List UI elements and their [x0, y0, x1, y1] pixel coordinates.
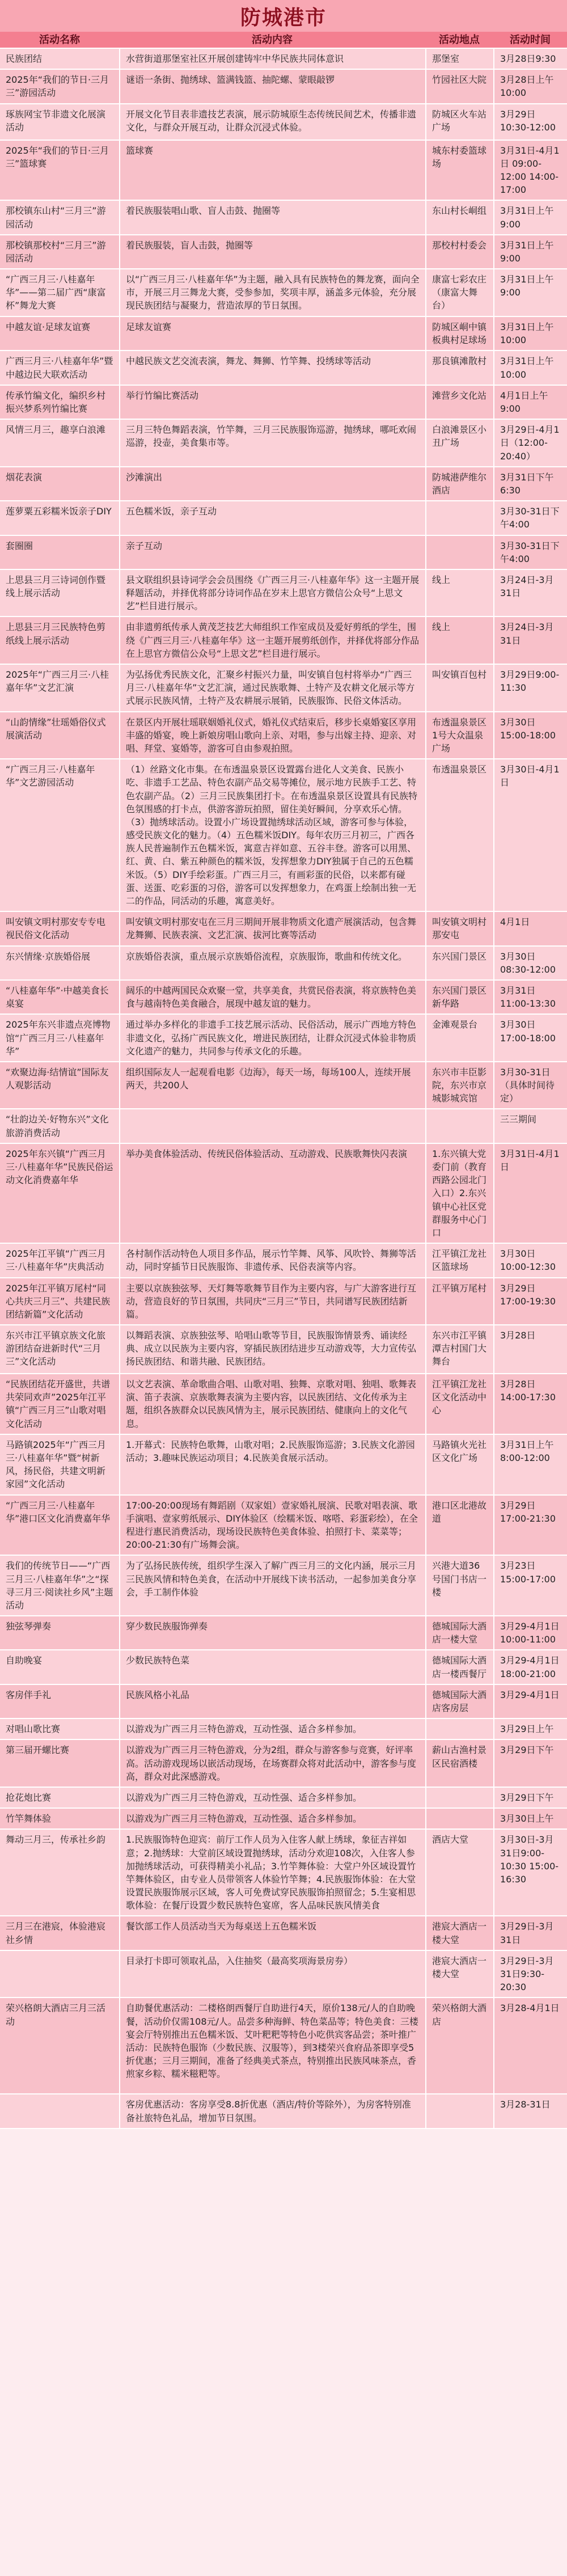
- activity-name-cell: 荣兴格朗大酒店三月三活动: [6, 2003, 106, 2027]
- activity-time-cell: 4月1日: [493, 912, 567, 945]
- activity-time-cell: 3月28日上午10:00: [493, 70, 567, 103]
- activity-place-cell: 叫安镇文明村那安屯: [425, 912, 493, 945]
- activity-content-cell: 为弘扬优秀民族文化，汇聚乡村振兴力量，叫安镇自包村将举办“广西三月三·八桂嘉年华”文艺汇演，通过民族歌舞、土特产及农耕文化展示等方式展示民族风情，土特产及农耕展示展销，民族服饰、民俗文体活动。: [119, 665, 425, 711]
- activity-name-cell: 传承竹编文化，编织乡村振兴梦系列竹编比赛: [6, 390, 106, 414]
- header-activity-content: 活动内容: [252, 34, 293, 46]
- activity-time-cell: 3月29日-4月1日（12:00-20:40）: [493, 420, 567, 466]
- activity-content-cell: 组织国际友人一起观看电影《边海》，每天一场，每场100人，连续开展两天，共200人: [119, 1062, 425, 1109]
- activity-name-cell: “广西三月三·八桂嘉年华”文艺游园活动: [6, 764, 95, 788]
- activity-content-cell: 为了弘扬民族传统，组织学生深入了解广西三月三的文化内涵，展示三月三民族风情和特色美食，在活动中开展线下读书活动，一起参加美食分享会，手工制作体验: [119, 1556, 425, 1615]
- activity-content-cell: 三月三特色舞蹈表演，竹竿舞，三月三民族服饰巡游，抛绣球，哪吒欢闹巡游，投壶，美食集市等。: [119, 420, 425, 466]
- activity-place-cell: 港宸大酒店一楼大堂: [425, 1916, 493, 1949]
- table-row: [0, 665, 567, 712]
- activity-name-cell: 第三届开螺比赛: [6, 1745, 70, 1756]
- table-row: [0, 1015, 567, 1062]
- activity-place-cell: 那良镇滩散村: [425, 351, 493, 384]
- activity-time-cell: 3月29日17:00-21:30: [493, 1496, 567, 1555]
- activity-time-cell: 3月29-4月1日10:00-11:00: [493, 1616, 567, 1649]
- activity-place-cell: 江平镇江龙社区篮球场: [425, 1244, 493, 1277]
- header-activity-place: 活动地点: [439, 34, 480, 46]
- activity-time-cell: 3月30日10:00-12:30: [493, 1244, 567, 1277]
- table-row: [0, 70, 567, 104]
- activity-place-cell: 德城国际大酒店一楼西餐厅: [425, 1650, 493, 1683]
- activity-place-cell: 东兴市江平镇潭吉村国门大舞台: [425, 1325, 493, 1373]
- table-row: [0, 1109, 567, 1143]
- activity-place-cell: 马路镇火光社区文化广场: [425, 1435, 493, 1494]
- table-row: [0, 1685, 567, 1719]
- activity-name-cell: 烟花表演: [6, 471, 43, 483]
- table-row: [0, 1916, 567, 1950]
- activity-name-cell: 2025年东兴非遗点亮博物馆“广西三月三·八桂嘉年华”: [6, 1019, 111, 1057]
- table-row: [0, 201, 567, 235]
- activity-time-cell: 3月28日14:00-17:30: [493, 1374, 567, 1434]
- activity-content-cell: 举行竹编比赛活动: [119, 386, 425, 419]
- activity-name-cell: 2025年“我们的节日·三月三”游园活动: [6, 74, 109, 99]
- activity-time-cell: 3月31日上午9:00: [493, 269, 567, 316]
- activity-place-cell: [425, 501, 493, 534]
- activity-place-cell: 东兴市丰臣影院，东兴市京城影城宾馆: [425, 1062, 493, 1109]
- activity-name-cell: [0, 1951, 119, 1998]
- activity-name-cell: 舞动三月三，传承社乡韵: [6, 1834, 106, 1846]
- activity-time-cell: 3月31日11:00-13:30: [493, 981, 567, 1013]
- activity-name-cell: 2025年江平镇万尾村“同心共庆三月三”、共建民族团结新篇”文化活动: [6, 1282, 111, 1320]
- activity-content-cell: 餐饮部工作人员活动当天为每桌送上五色糯米饭: [119, 1916, 425, 1949]
- activity-time-cell: 4月1日上午9:00: [493, 386, 567, 419]
- activity-place-cell: 防城港萨维尔酒店: [425, 467, 493, 500]
- activity-content-cell: 沙滩演出: [119, 467, 425, 500]
- table-row: [0, 1278, 567, 1326]
- header-activity-time: 活动时间: [510, 34, 551, 46]
- activity-name-cell: 民族团结: [6, 53, 43, 64]
- activity-content-cell: 民族风格小礼品: [119, 1685, 425, 1718]
- activity-time-cell: 3月30日08:30-12:00: [493, 947, 567, 979]
- activity-place-cell: 江平镇江龙社区文化活动中心: [425, 1374, 493, 1434]
- activity-content-cell: 五色糯米饭，亲子互动: [119, 501, 425, 534]
- activity-content-cell: 穿少数民族服饰弹奏: [119, 1616, 425, 1649]
- activity-content-cell: 足球友谊赛: [119, 317, 425, 350]
- activity-name-cell: 那校镇那校村“三月三”游园活动: [6, 239, 106, 264]
- activity-time-cell: 3月28日: [493, 1325, 567, 1373]
- activity-place-cell: [425, 1719, 493, 1739]
- activity-place-cell: 薪山古渔村景区民宿酒楼: [425, 1740, 493, 1787]
- activity-place-cell: [425, 1788, 493, 1808]
- activity-place-cell: 防城区火车站广场: [425, 104, 493, 140]
- activity-name-cell: “广西三月三·八桂嘉年华”——第二届广西“康富杯”舞龙大赛: [6, 274, 106, 311]
- activity-name-cell: 2025年江平镇“广西三月三·八桂嘉年华”庆典活动: [6, 1248, 107, 1273]
- activity-place-cell: 白浪滩景区小丑广场: [425, 420, 493, 466]
- activity-content-cell: 叫安镇文明村那安屯在三月三期间开展非物质文化遗产展演活动，包含舞龙舞狮、民族表演、文艺汇演、拔河比赛等活动: [119, 912, 425, 945]
- activity-place-cell: [425, 2094, 493, 2127]
- table-row: [0, 536, 567, 570]
- activity-place-cell: 德城国际大酒店客房层: [425, 1685, 493, 1718]
- activity-name-cell: 竹竿舞体验: [6, 1813, 52, 1825]
- activity-place-cell: 港宸大酒店一楼大堂: [425, 1951, 493, 1998]
- activity-content-cell: 客房优惠活动：客房享受8.8折优惠（酒店/特价等除外），为房客特别准备社旅特色礼品，增加节日氛围。: [119, 2094, 425, 2127]
- activity-name-cell: 东兴市江平镇京族文化旅游团结奋进新时代“三月三”文化活动: [6, 1330, 106, 1367]
- activity-content-cell: 由非遗剪纸传承人黄茂芝技艺大师组织工作室成员及爱好剪纸的学生，围绕《广西三月三·八桂嘉年华》这一主题开展剪纸创作，并择优将部分作品在上思官方微信公众号“上思文艺”栏目进行展示。: [119, 617, 425, 664]
- page-title: 防城港市: [0, 0, 567, 32]
- activity-content-cell: 少数民族特色菜: [119, 1650, 425, 1683]
- activity-time-cell: 3月28-4月1日: [493, 1998, 567, 2093]
- activity-place-cell: 线上: [425, 617, 493, 664]
- activity-place-cell: 东山村长峒组: [425, 201, 493, 234]
- activity-place-cell: 滩营乡文化站: [425, 386, 493, 419]
- activity-time-cell: 3月23日15:00-17:00: [493, 1556, 567, 1615]
- table-row: [0, 1556, 567, 1616]
- activity-name-cell: “民族团结花开盛世，共谱共荣同欢声”2025年江平镇“广西三月三”山歌对唱文化活动: [6, 1379, 111, 1429]
- activity-content-cell: 各村制作活动特色人项目多作品，展示竹竿舞、风筝、风吹铃、舞狮等活动，同时穿插节日民族服饰、非遗传承、民俗表演等内容。: [119, 1244, 425, 1277]
- activity-name-cell: [0, 2094, 119, 2127]
- table-row: [0, 1144, 567, 1244]
- activity-content-cell: 以游戏为广西三月三特色游戏，互动性强、适合多样参加。: [119, 1809, 425, 1828]
- activity-time-cell: 3月31日上午10:00: [493, 351, 567, 384]
- table-row: [0, 141, 567, 201]
- activity-time-cell: 3月31日上午8:00-12:00: [493, 1435, 567, 1494]
- activity-content-cell: 在景区内开展壮瑶联姻婚礼仪式，婚礼仪式结束后，移步长桌婚宴区享用丰盛的婚宴，晚上新娘房唱山歌向上亲、对唱，参与出嫁主持、迎亲、对唱、拜堂、宴婚等，游客可自由参观拍照。: [119, 712, 425, 759]
- activity-time-cell: 三三期间: [493, 1109, 567, 1142]
- activity-content-cell: 阔乐的中越两国民众欢聚一堂，共享美食，共赏民俗表演，将京族特色美食与越南特色美食融合，展现中越友谊的魅力。: [119, 981, 425, 1013]
- activity-name-cell: 套圈圈: [6, 540, 33, 551]
- table-row: [0, 1616, 567, 1650]
- table-row: [0, 1788, 567, 1809]
- table-row: [0, 1325, 567, 1374]
- activity-time-cell: 3月31日上午9:00: [493, 235, 567, 268]
- activity-time-cell: 3月29日9:00-11:30: [493, 665, 567, 711]
- activity-name-cell: “壮韵边关·好物东兴”文化旅游消费活动: [6, 1114, 109, 1138]
- activity-time-cell: 3月30-31日（具体时间待定）: [493, 1062, 567, 1109]
- activity-place-cell: 荣兴格朗大酒店: [425, 1998, 493, 2093]
- activity-time-cell: 3月29日10:30-12:00: [493, 104, 567, 140]
- table-row: [0, 104, 567, 141]
- table-row: [0, 386, 567, 420]
- activity-time-cell: 3月30-31日下午4:00: [493, 536, 567, 569]
- activity-content-cell: 1.开幕式：民族特色歌舞，山歌对唱；2.民族服饰巡游；3.民族文化游园活动；3.趣味民族运动项目；4.民族美食展示活动。: [119, 1435, 425, 1494]
- table-row: [0, 235, 567, 269]
- activity-name-cell: 自助晚宴: [6, 1655, 43, 1666]
- activity-time-cell: 3月29日下午: [493, 1740, 567, 1787]
- activity-content-cell: 自助餐优惠活动：二楼格朗西餐厅自助进行4天，原价138元/人的自助晚餐，活动价仅需108元/人。品尝多种海鲜、特色菜品等；特色美食：三楼宴会厅特别推出五色糯米饭、艾叶粑粑等特色小吃供宾客品尝；茶叶推广活动：民族特色服饰（少数民族、汉服等），到3楼荣兴食府品茶即享受5折优惠；三月三期间，准备了经典美式茶点，特别推出民族风味茶点，香煎家乡粽、糯米糍粑等。: [119, 1998, 425, 2093]
- activity-content-cell: 以舞蹈表演、京族独弦琴、哈唱山歌等节目，民族服饰情景秀、诵读经典、成立以民族为主要内容，穿插民族团结进步互动游戏等，大力宣传弘扬民族团结、和谐共融、民族团结。: [119, 1325, 425, 1373]
- activity-content-cell: 中越民族文艺交流表演，舞龙、舞狮、竹竿舞、投绣球等活动: [119, 351, 425, 384]
- activity-name-cell: 2025年“我们的节日·三月三”篮球赛: [6, 145, 109, 169]
- activity-time-cell: 3月31日上午10:00: [493, 317, 567, 350]
- activity-content-cell: 17:00-20:00现场有舞蹈剧（双家姐）壹家婚礼展演、民歌对唱表演、歌手演唱、壹家剪纸展示、DIY体验区（绘糯米饭、喀嗒、彩蛋彩绘），在全程进行惠民消费活动，现场设民族特色美食体验、拍照打卡、菜菜等；20:00-21:30有广场舞会演。: [119, 1496, 425, 1555]
- activity-content-cell: 以文艺表演、革命歌曲合唱、山歌对唱、独舞、京歌对唱、独唱、歌舞表演、笛子表演、京族歌舞表演为主要内容，以民族团结、文化传承为主题，组织各族群众以民族风情为主，展示民族团结、健康向上的文化气息。: [119, 1374, 425, 1434]
- activity-name-cell: 对唱山歌比赛: [6, 1724, 61, 1735]
- activity-place-cell: 康富七彩农庄（康富大舞台）: [425, 269, 493, 316]
- activity-name-cell: 那校镇东山村“三月三”游园活动: [6, 205, 106, 230]
- activity-place-cell: 那堡室: [425, 49, 493, 69]
- table-row: [0, 1374, 567, 1435]
- activity-place-cell: 那校村村委会: [425, 235, 493, 268]
- table-row: [0, 1998, 567, 2094]
- activity-content-cell: 通过举办多样化的非遗手工技艺展示活动、民俗活动，展示广西地方特色非遗文化，弘扬广西民族文化，增进民族团结，让群众沉浸式体验非物质文化遗产的魅力，共同参与传承文化的乐趣。: [119, 1015, 425, 1061]
- activity-name-cell: 广西三月三·八桂嘉年华”暨中越边民大联欢活动: [6, 356, 113, 380]
- activity-time-cell: 3月31日下午6:30: [493, 467, 567, 500]
- activity-content-cell: 以游戏为广西三月三特色游戏，分为2组，群众与游客参与竞赛，好评率高。活动游戏现场以嵌活动现场，在场赛群众将对此活动中，游客参与度高，群众对此深感游戏。: [119, 1740, 425, 1787]
- activity-time-cell: 3月30日-3月31日9:00-10:30 15:00-16:30: [493, 1830, 567, 1915]
- activity-content-cell: 目录打卡即可领取礼品，入住抽奖（最高奖项海景房券）: [119, 1951, 425, 1998]
- table-row: [0, 1435, 567, 1496]
- activity-name-cell: 独弦琴弹奏: [6, 1621, 52, 1632]
- activity-time-cell: 3月30日17:00-18:00: [493, 1015, 567, 1061]
- activity-name-cell: 上思县三月三民族特色剪纸线上展示活动: [6, 622, 106, 646]
- activity-content-cell: 着民族服装，盲人击鼓，抛圈等: [119, 235, 425, 268]
- table-row: [0, 1062, 567, 1110]
- activity-time-cell: 3月29-4月1日: [493, 1685, 567, 1718]
- activity-content-cell: [119, 1109, 425, 1142]
- activity-name-cell: “山韵情缘”壮瑶婚俗仪式展演活动: [6, 716, 106, 741]
- activity-content-cell: 举办美食体验活动、传统民俗体验活动、互动游戏、民族歌舞快闪表演: [119, 1144, 425, 1243]
- activity-time-cell: 3月28日9:30: [493, 49, 567, 69]
- activity-place-cell: 竹园社区大院: [425, 70, 493, 103]
- table-row: [0, 1951, 567, 1999]
- activity-place-cell: 金滩观景台: [425, 1015, 493, 1061]
- activity-name-cell: 琢族网宝节非遗文化展演活动: [6, 108, 106, 133]
- activity-place-cell: [425, 536, 493, 569]
- activity-content-cell: 1.民族服饰特色迎宾：前厅工作人员为入住客人献上绣球，象征吉祥如意；2.抛绣球：大堂前区域设置抛绣球，活动分欢迎108次，入住客人参加抛绣球活动，可获得精美小礼品；3.竹竿舞体验：大堂户外区域设置竹竿舞体验区，由专业人员带领客人体验竹竿舞；4.民族服饰体验：在大堂设置民族服饰展示区域，客人可免费试穿民族服饰拍照留念；5.生宴相思歌体验：在餐厅设置少数民族特色宴席，客人品味民族风情美食: [119, 1830, 425, 1915]
- activity-name-cell: 客房伴手礼: [6, 1689, 52, 1700]
- activity-name-cell: 抢花炮比赛: [6, 1792, 52, 1803]
- table-row: [0, 1740, 567, 1788]
- activity-name-cell: 东兴情缘·京族婚俗展: [6, 951, 91, 962]
- table-row: [0, 49, 567, 70]
- activity-time-cell: 3月30日15:00-18:00: [493, 712, 567, 759]
- activity-content-cell: 县文联组织县诗词学会会员围绕《广西三月三·八桂嘉年华》这一主题开展释题活动，并择优将部分诗词作品在岁末上思官方微信公众号“上思文艺”栏目进行展示。: [119, 570, 425, 616]
- activity-content-cell: 以游戏为广西三月三特色游戏，互动性强、适合多样参加。: [119, 1788, 425, 1808]
- table-row: [0, 2094, 567, 2129]
- activity-place-cell: 酒店大堂: [425, 1830, 493, 1915]
- table-row: [0, 570, 567, 618]
- activity-time-cell: 3月29日上午: [493, 1719, 567, 1739]
- activity-name-cell: 莲萝粟五彩糯米饭亲子DIY: [6, 506, 112, 517]
- activity-time-cell: 3月30日-4月1日: [493, 759, 567, 911]
- activity-name-cell: 中越友谊·足球友谊赛: [6, 322, 91, 333]
- activity-time-cell: 3月29日-3月31日9:30-20:30: [493, 1951, 567, 1998]
- table-row: [0, 1650, 567, 1684]
- activity-content-cell: 谜语一条街、抛绣球、篮满钱篮、抽陀螺、蒙眼敲锣: [119, 70, 425, 103]
- activity-name-cell: “广西三月三·八桂嘉年华”港口区文化消费嘉年华: [6, 1500, 111, 1524]
- activity-place-cell: 线上: [425, 570, 493, 616]
- activity-place-cell: 德城国际大酒店一楼大堂: [425, 1616, 493, 1649]
- activity-place-cell: 叫安镇百包村: [425, 665, 493, 711]
- table-row: [0, 912, 567, 946]
- activity-place-cell: 防城区峒中镇板典村足球场: [425, 317, 493, 350]
- activity-place-cell: [425, 1109, 493, 1142]
- activity-place-cell: 港口区北港故道: [425, 1496, 493, 1555]
- activity-content-cell: （1）丝路文化市集。在布透温泉景区设置露台进化人文美食、民族小吃、非遗手工艺品、特色农副产品交易等摊位，展示地方民族手工艺、特色农副产品。（2）三月三民族集团打卡。在布透温泉景区设置具有民族特色氛围感的打卡点，供游客游玩拍照，留住美好瞬间，分享欢乐心情。（3）抛绣球活动。设置小广场设置抛绣球活动区域，游客可参与体验，感受民族文化的魅力。（4）五色糯米饭DIY。每年农历三月初三，广西各族人民普遍制作五色糯米饭，寓意吉祥如意、五谷丰登。游客可以用黑、红、黄、白、紫五种颜色的糯米饭，发挥想象力DIY独属于自己的五色糯米饭。（5）DIY手绘彩蛋。广西三月三，有画彩蛋的民俗，以来都有碰蛋、送蛋、吃彩蛋的习俗，游客可以发挥想象力，在鸡蛋上绘制出独一无二的作品，同活动的乐趣，寓意美好。: [119, 759, 425, 911]
- activity-place-cell: 布透温泉景区: [425, 759, 493, 911]
- table-row: [0, 947, 567, 981]
- activity-name-cell: 2025年东兴镇“广西三月三·八桂嘉年华”民族民俗运动文化消费嘉年华: [6, 1148, 113, 1186]
- activity-name-cell: 2025年“广西三月三·八桂嘉年华”文艺汇演: [6, 669, 109, 694]
- activity-time-cell: 3月31日-4月1日 09:00-12:00 14:00-17:00: [493, 141, 567, 200]
- activity-place-cell: [425, 1809, 493, 1828]
- activity-place-cell: 城东村委篮球场: [425, 141, 493, 200]
- activity-time-cell: 3月30日上午: [493, 1809, 567, 1828]
- table-row: [0, 1809, 567, 1830]
- activity-time-cell: 3月24日-3月31日: [493, 570, 567, 616]
- table-row: [0, 467, 567, 501]
- table-row: [0, 759, 567, 912]
- table-row: [0, 420, 567, 467]
- activity-place-cell: 1.东兴镇大党委门前（教育西路公园北门入口）2.东兴镇中心社区党群服务中心门口: [425, 1144, 493, 1243]
- activity-name-cell: 马路镇2025年“广西三月三·八桂嘉年华”暨“树新风，扬民俗，共建文明新家园”文化活动: [6, 1439, 107, 1490]
- activity-place-cell: 布透温泉景区1号大众温泉广场: [425, 712, 493, 759]
- activity-time-cell: 3月29日-3月31日: [493, 1916, 567, 1949]
- activity-time-cell: 3月24日-3月31日: [493, 617, 567, 664]
- table-row: [0, 981, 567, 1015]
- activity-name-cell: 叫安镇文明村那安专专电视民俗文化活动: [6, 917, 106, 941]
- activity-time-cell: 3月29日17:00-19:30: [493, 1278, 567, 1325]
- table-row: [0, 1496, 567, 1556]
- activity-time-cell: 3月28-31日: [493, 2094, 567, 2127]
- activity-time-cell: 3月29日下午: [493, 1788, 567, 1808]
- activity-name-cell: 上思县三月三诗词创作暨线上展示活动: [6, 574, 106, 599]
- activity-name-cell: “八桂嘉年华”·中越美食长桌宴: [6, 985, 109, 1010]
- table-row: [0, 351, 567, 385]
- activity-content-cell: 主要以京族独弦琴、天灯舞等歌舞节目作为主要内容，与广大游客进行互动，营造良好的节日氛围，共同庆“三月三”节日，共同谱写民族团结新篇。: [119, 1278, 425, 1325]
- activity-content-cell: 着民族服装唱山歌、盲人击鼓、抛圈等: [119, 201, 425, 234]
- activity-place-cell: 东兴国门景区: [425, 947, 493, 979]
- activity-content-cell: 水营街道那堡室社区开展创建铸牢中华民族共同体意识: [119, 49, 425, 69]
- activity-content-cell: 篮球赛: [119, 141, 425, 200]
- activity-time-cell: 3月29-4月1日18:00-21:00: [493, 1650, 567, 1683]
- table-row: [0, 1830, 567, 1916]
- table-row: [0, 712, 567, 760]
- bottom-spacer: [0, 2129, 567, 2203]
- table-header: [0, 32, 567, 49]
- table-row: [0, 269, 567, 317]
- activity-content-cell: 亲子互动: [119, 536, 425, 569]
- table-row: [0, 317, 567, 351]
- activity-time-cell: 3月31日-4月1日: [493, 1144, 567, 1243]
- activity-content-cell: 以“广西三月三·八桂嘉年华”为主题，融入具有民族特色的舞龙赛，面向全市，开展三月三舞龙大赛，受参参加，奖项丰厚，涵盖多元体验，充分展现民族团结与凝聚力，营造浓厚的节日氛围。: [119, 269, 425, 316]
- header-activity-name: 活动名称: [39, 34, 80, 46]
- activity-place-cell: 江平镇万尾村: [425, 1278, 493, 1325]
- table-body: [0, 49, 567, 2129]
- table-row: [0, 1719, 567, 1740]
- activity-time-cell: 3月30-31日下午4:00: [493, 501, 567, 534]
- activity-name-cell: 风情三月三，趣享白浪滩: [6, 424, 106, 436]
- activity-name-cell: “欢聚边海·结情谊”国际友人观影活动: [6, 1066, 109, 1091]
- activity-content-cell: 开展文化节目表非遗技艺表演，展示防城原生态传统民间艺术，传播非遗文化，与群众开展互动，让群众沉浸式体验。: [119, 104, 425, 140]
- activity-content-cell: 京族婚俗表演，重点展示京族婚俗流程，京族服饰，歌曲和传统文化。: [119, 947, 425, 979]
- activity-name-cell: 我们的传统节日——“广西三月三·八桂嘉年华”之“探寻三月三·阅读社乡风”主题活动: [6, 1560, 113, 1611]
- table-row: [0, 617, 567, 665]
- activity-content-cell: 以游戏为广西三月三特色游戏，互动性强、适合多样参加。: [119, 1719, 425, 1739]
- table-row: [0, 501, 567, 535]
- activity-place-cell: 东兴国门景区新华路: [425, 981, 493, 1013]
- activity-name-cell: 三月三在港宸，体验港宸社乡情: [6, 1921, 106, 1945]
- activity-time-cell: 3月31日上午9:00: [493, 201, 567, 234]
- activity-place-cell: 兴港大道36号国门书店一楼: [425, 1556, 493, 1615]
- table-row: [0, 1244, 567, 1278]
